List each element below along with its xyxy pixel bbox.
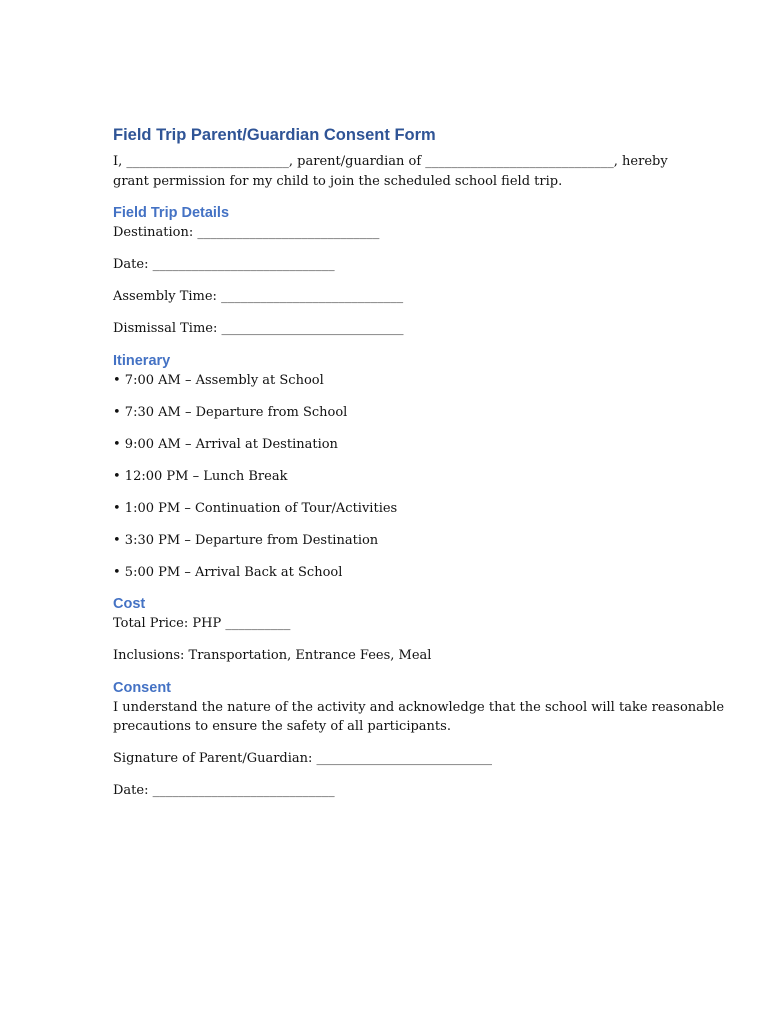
inclusions-text: Inclusions: Transportation, Entrance Fees, Meal: [113, 648, 432, 663]
intro-line-1: I, _________________________, parent/guardian of _____________________________, hereby: [113, 154, 668, 169]
intro-paragraph: [113, 152, 673, 191]
intro-line-2: grant permission for my child to join the scheduled school field trip.: [113, 173, 563, 189]
consent-date-field: Date: ____________________________: [113, 783, 335, 798]
document-content: [113, 124, 725, 801]
itinerary-item: • 7:30 AM – Departure from School: [113, 404, 348, 420]
itinerary-item: • 3:30 PM – Departure from Destination: [113, 532, 379, 548]
date-field: Date: ____________________________: [113, 257, 335, 272]
section-heading-itinerary: Itinerary: [113, 352, 171, 369]
itinerary-item: • 7:00 AM – Assembly at School: [113, 372, 324, 388]
section-heading-cost: Cost: [113, 596, 146, 612]
itinerary-item: • 9:00 AM – Arrival at Destination: [113, 436, 338, 452]
assembly-time-field: Assembly Time: ____________________________: [113, 289, 404, 304]
dismissal-time-field: Dismissal Time: ____________________________: [113, 321, 404, 336]
itinerary-item: • 12:00 PM – Lunch Break: [113, 468, 288, 484]
section-heading-consent: Consent: [113, 679, 171, 696]
consent-statement-line-1: I understand the nature of the activity and acknowledge that the school will take reasonable: [113, 699, 725, 715]
destination-field: Destination: ____________________________: [113, 225, 380, 240]
section-heading-details: Field Trip Details: [113, 205, 230, 221]
signature-field: Signature of Parent/Guardian: ___________________________: [113, 751, 493, 766]
consent-statement: [113, 698, 725, 737]
itinerary-item: • 1:00 PM – Continuation of Tour/Activities: [113, 500, 398, 516]
consent-statement-line-2: precautions to ensure the safety of all participants.: [113, 719, 451, 734]
document-title: Field Trip Parent/Guardian Consent Form: [113, 126, 436, 144]
itinerary-list: [113, 371, 673, 583]
total-price-field: Total Price: PHP __________: [113, 616, 291, 631]
itinerary-item: • 5:00 PM – Arrival Back at School: [113, 564, 343, 580]
